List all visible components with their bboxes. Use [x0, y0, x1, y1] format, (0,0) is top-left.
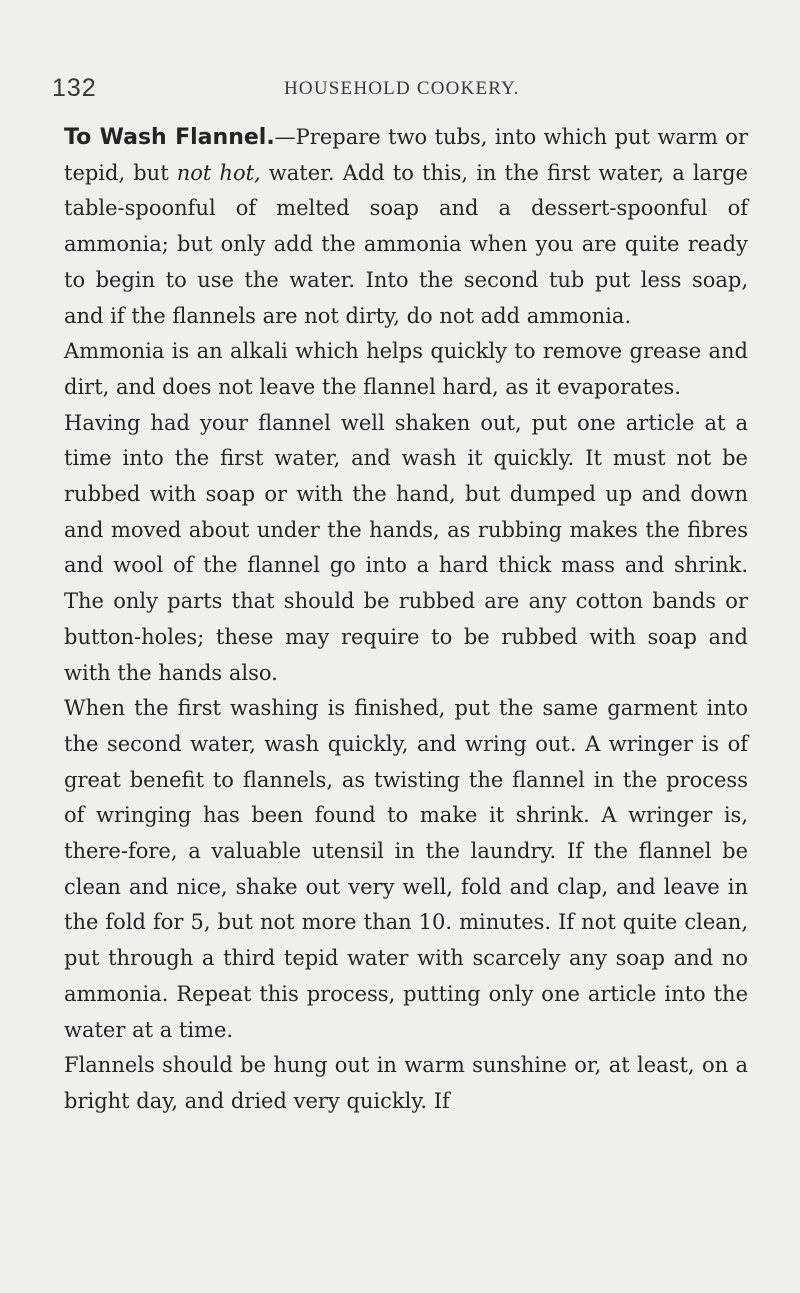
paragraph-1	[64, 120, 748, 334]
paragraph-3: Having had your flannel well shaken out, put one article at a time into the first water, and wash it quickly. It must not be rubbed with soap or with the hand, but dumped up and down and moved about under the hands, as rubbing makes the fibres and wool of the flannel go into a hard thick mass and shrink. The only parts that should be rubbed are any cotton bands or button-holes; these may require to be rubbed with soap and with the hands also.	[64, 410, 748, 685]
paragraph-1-rest: water. Add to this, in the first water, a large table-spoonful of melted soap and a dessert-spoonful of ammonia; but only add the ammonia when you are quite ready to begin to use the water. Into the second tub put less soap, and if the flannels are not dirty, do not add ammonia.	[64, 160, 748, 328]
paragraph-5: Flannels should be hung out in warm sunshine or, at least, on a bright day, and dried very quickly. If	[64, 1053, 748, 1113]
article-body	[64, 120, 748, 1120]
paragraph-2: Ammonia is an alkali which helps quickly to remove grease and dirt, and does not leave the flannel hard, as it evaporates.	[64, 339, 748, 399]
heading-dash: —	[274, 125, 296, 149]
paragraph-1-emphasis: not hot,	[176, 160, 261, 185]
paragraph-1-lead: Prepare two tubs, into which put warm or tepid, but	[64, 125, 748, 185]
running-title: HOUSEHOLD COOKERY.	[284, 78, 520, 99]
section-heading: To Wash Flannel.	[64, 125, 275, 150]
paragraph-4: When the first washing is finished, put the same garment into the second water, wash quickly, and wring out. A wringer is of great benefit to flannels, as twisting the flannel in the process of wringing has been found to make it shrink. A wringer is, there-fore, a valuable utensil in the laundry. If the flannel be clean and nice, shake out very well, fold and clap, and leave in the fold for 5, but not more than 10. minutes. If not quite clean, put through a third tepid water with scarcely any soap and no ammonia. Repeat this process, putting only one article into the water at a time.	[64, 696, 748, 1042]
page-header	[0, 74, 800, 110]
page-number: 132	[52, 74, 97, 102]
